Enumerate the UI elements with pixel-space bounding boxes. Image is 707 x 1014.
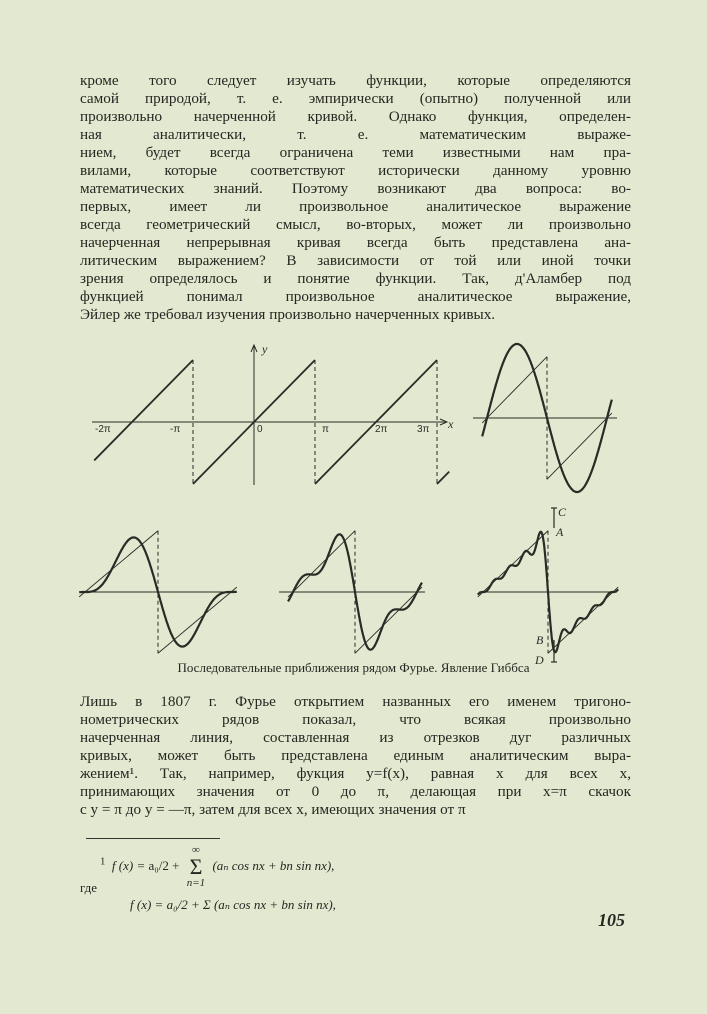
y-axis-label: y: [262, 342, 268, 356]
sum-lower: n=1: [186, 877, 206, 889]
gibbs-label-b: B: [536, 633, 544, 647]
text-line: литическим выражением? В зависимости от той или иной точки: [80, 252, 631, 269]
tick-label: -2π: [95, 424, 111, 435]
text-line: ная аналитически, т. е. математическим выраже-: [80, 126, 631, 143]
sum-upper: ∞: [192, 844, 200, 856]
tick-label: 2π: [375, 424, 388, 435]
footnote-formula-text: f (x) = a₀/2 + Σ (aₙ cos nx + bn sin nx),: [130, 897, 336, 912]
formula-rhs: (aₙ cos nx + bn sin nx),: [212, 857, 335, 873]
sum-symbol: Σ: [189, 854, 203, 879]
text-line: нием, будет всегда ограничена теми известными нам пра-: [80, 144, 631, 161]
text-line: математических знаний. Поэтому возникают два вопроса: во-: [80, 180, 631, 197]
gibbs-label-c: C: [558, 505, 567, 519]
text-line: жением¹. Так, например, фукция y=f(x), равная x для всех x,: [80, 765, 631, 782]
text-line: вилами, которые соответствуют исторически данному уровню: [80, 162, 631, 179]
gibbs-label-d: D: [535, 653, 544, 667]
formula-fraction: a₀/2: [148, 857, 169, 873]
summation: [187, 845, 205, 889]
gibbs-label-a: A: [556, 525, 564, 539]
text-line: начерченная линия, составленная из отрезков дуг различных: [80, 729, 631, 746]
formula-lhs: f (x) =: [111, 857, 146, 873]
text-line: всегда геометрический смысл, во-вторых, может ли произвольно: [80, 216, 631, 233]
text-line: Эйлер же требовал изучения произвольно начерченных кривых.: [80, 306, 496, 323]
figure-caption: Последовательные приближения рядом Фурье. Явление Гиббса: [177, 660, 530, 675]
footnote-divider: [86, 838, 220, 839]
text-line: с y = π до y = —π, затем для всех x, имеющих значения от π: [80, 801, 466, 818]
target-function-line: [79, 531, 158, 597]
footnote-marker: 1: [100, 855, 106, 868]
x-axis-label: x: [448, 417, 454, 431]
page-number: 105: [598, 910, 625, 930]
text-line: первых, имеет ли произвольное аналитическое выражение: [80, 198, 631, 215]
tick-label: π: [322, 424, 329, 435]
text-line: начерченная непрерывная кривая всегда быть представлена ана-: [80, 234, 631, 251]
sawtooth-segment: [437, 472, 449, 484]
sawtooth-segment: [94, 360, 193, 460]
target-function-line: [158, 587, 237, 653]
text-line: произвольно начерченной кривой. Однако функция, определен-: [80, 108, 631, 125]
text-line: кроме того следует изучать функции, которые определяются: [80, 72, 631, 89]
target-function-line: [482, 357, 547, 423]
text-line: нометрических рядов показал, что всякая произвольно: [80, 711, 631, 728]
target-function-line: [547, 413, 612, 479]
tick-label: -π: [170, 424, 181, 435]
text-line: зрения определялось и понятие функции. Так, д'Аламбер под: [80, 270, 631, 287]
tick-label: 3π: [417, 424, 430, 435]
text-line: функцией понимал произвольное аналитическое выражение,: [80, 288, 631, 305]
text-line: Лишь в 1807 г. Фурье открытием названных его именем тригоно-: [80, 693, 631, 710]
text-line: самой природой, т. е. эмпирически (опытно) полученной или: [80, 90, 631, 107]
tick-label: 0: [257, 424, 263, 435]
text-line: кривых, может быть представлена единым аналитическим выра-: [80, 747, 631, 764]
text-line: принимающих значения от 0 до π, делающая при x=π скачок: [80, 783, 631, 800]
footnote-formula: $^1$ f (x) = a₀/2 + ∞ Σ n=1 (aₙ cos nx + bn sin nx),: [100, 844, 335, 889]
footnote-where: где: [80, 880, 98, 895]
